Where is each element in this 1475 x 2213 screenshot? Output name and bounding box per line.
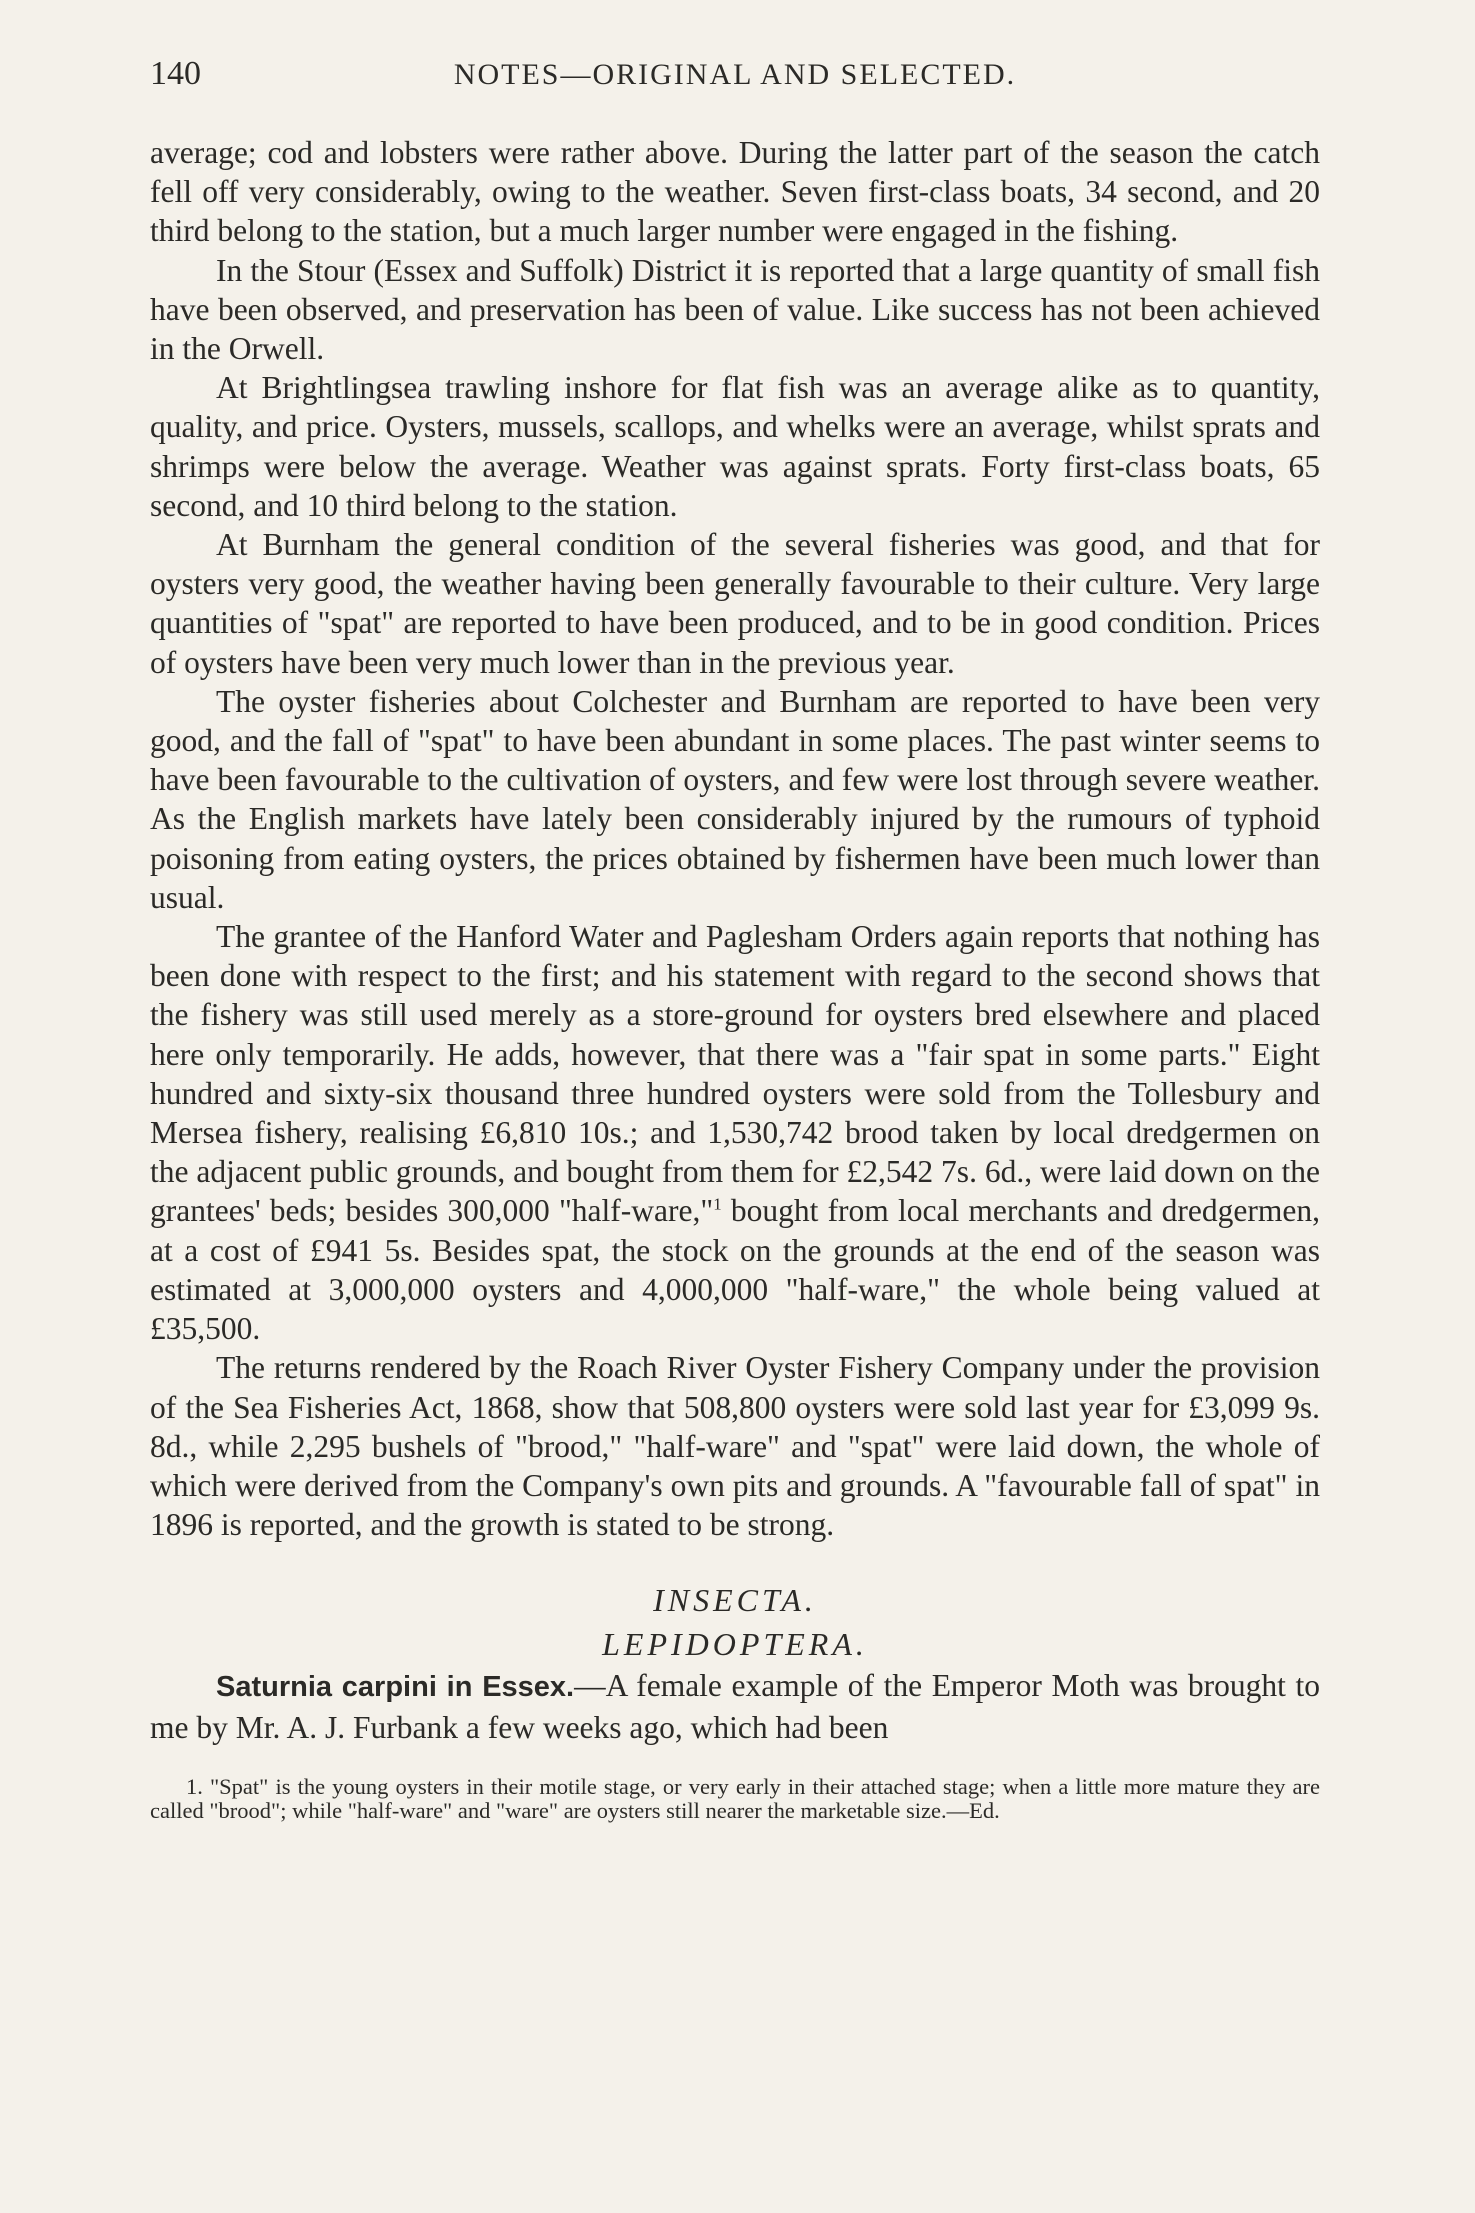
paragraph-hanford [150, 917, 1320, 1348]
paragraph-roach: The returns rendered by the Roach River Oyster Fishery Company under the provision of the Sea Fisheries Act, 1868, show that 508,800 oysters were sold last year for £3,099 9s. 8d., while 2,295 bushels of "brood," "half-ware" and "spat" were laid down, the whole of which were derived from the Company's own pits and grounds. A "favourable fall of spat" in 1896 is reported, and the growth is stated to be strong. [150, 1350, 1320, 1543]
page [150, 55, 1320, 1823]
paragraph-saturnia [150, 1666, 1320, 1746]
paragraph: At Burnham the general condition of the several fisheries was good, and that for oysters very good, the weather having been generally favourable to their culture. Very large quantities of "spat" are reported to have been produced, and to be in good condition. Prices of oysters have been very much lower than in the previous year. [150, 527, 1320, 680]
running-title: NOTES—ORIGINAL AND SELECTED. [453, 58, 1017, 91]
footnote-reference[interactable]: 1 [713, 1194, 722, 1214]
footnote [150, 1775, 1320, 1823]
page-body [150, 133, 1320, 1747]
section-heading-insecta: INSECTA. [653, 1582, 817, 1619]
section-heading-lepidoptera: LEPIDOPTERA. [602, 1626, 868, 1663]
footnotes [150, 1775, 1320, 1823]
paragraph-text: bought from local merchants and dredgermen, at a cost of £941 5s. Besides spat, the stock on the grounds at the end of the season was estimated at 3,000,000 oysters and 4,000,000 "half-ware," the whole being valued at £35,500. [150, 1193, 1320, 1347]
footnote-text: "Spat" is the young oysters in their motile stage, or very early in their attached stage; when a little more mature they are called "brood"; while "half-ware" and "ware" are oysters still nearer the marketable size.—Ed. [150, 1773, 1320, 1823]
footnote-mark: 1. [186, 1773, 203, 1799]
paragraph-text: The grantee of the Hanford Water and Paglesham Orders again reports that nothing has been done with respect to the first; and his statement with regard to the second shows that the fishery was still used merely as a store-ground for oysters bred elsewhere and placed here only temporarily. He adds, however, that there was a "fair spat in some parts." Eight hundred and sixty-six thousand three hundred oysters were sold from the Tollesbury and Mersea fishery, realising £6,810 10s.; and 1,530,742 brood taken by local dredgermen on the adjacent public grounds, and bought from them for £2,542 7s. 6d., were laid down on the grantees' beds; besides 300,000 "half-ware," [150, 919, 1320, 1229]
page-number: 140 [150, 55, 201, 92]
paragraph: At Brightlingsea trawling inshore for flat fish was an average alike as to quantity, quality, and price. Oysters, mussels, scallops, and whelks were an average, whilst sprats and shrimps were below the average. Weather was against sprats. Forty first-class boats, 65 second, and 10 third belong to the station. [150, 370, 1320, 523]
paragraph: In the Stour (Essex and Suffolk) District it is reported that a large quantity of small fish have been observed, and preservation has been of value. Like success has not been achieved in the Orwell. [150, 252, 1320, 367]
entry-title: Saturnia carpini in Essex. [216, 1671, 575, 1704]
paragraph-text: —A female example of the Emperor Moth was brought to me by Mr. A. J. Furbank a few weeks ago, which had been [150, 1668, 1320, 1745]
page-header [150, 55, 1320, 105]
paragraph: average; cod and lobsters were rather above. During the latter part of the season the catch fell off very considerably, owing to the weather. Seven first-class boats, 34 second, and 20 third belong to the station, but a much larger number were engaged in the fishing. [150, 135, 1320, 249]
paragraph: The oyster fisheries about Colchester and Burnham are reported to have been very good, and the fall of "spat" to have been abundant in some places. The past winter seems to have been favourable to the cultivation of oysters, and few were lost through severe weather. As the English markets have lately been considerably injured by the rumours of typhoid poisoning from eating oysters, the prices obtained by fishermen have been much lower than usual. [150, 683, 1320, 915]
